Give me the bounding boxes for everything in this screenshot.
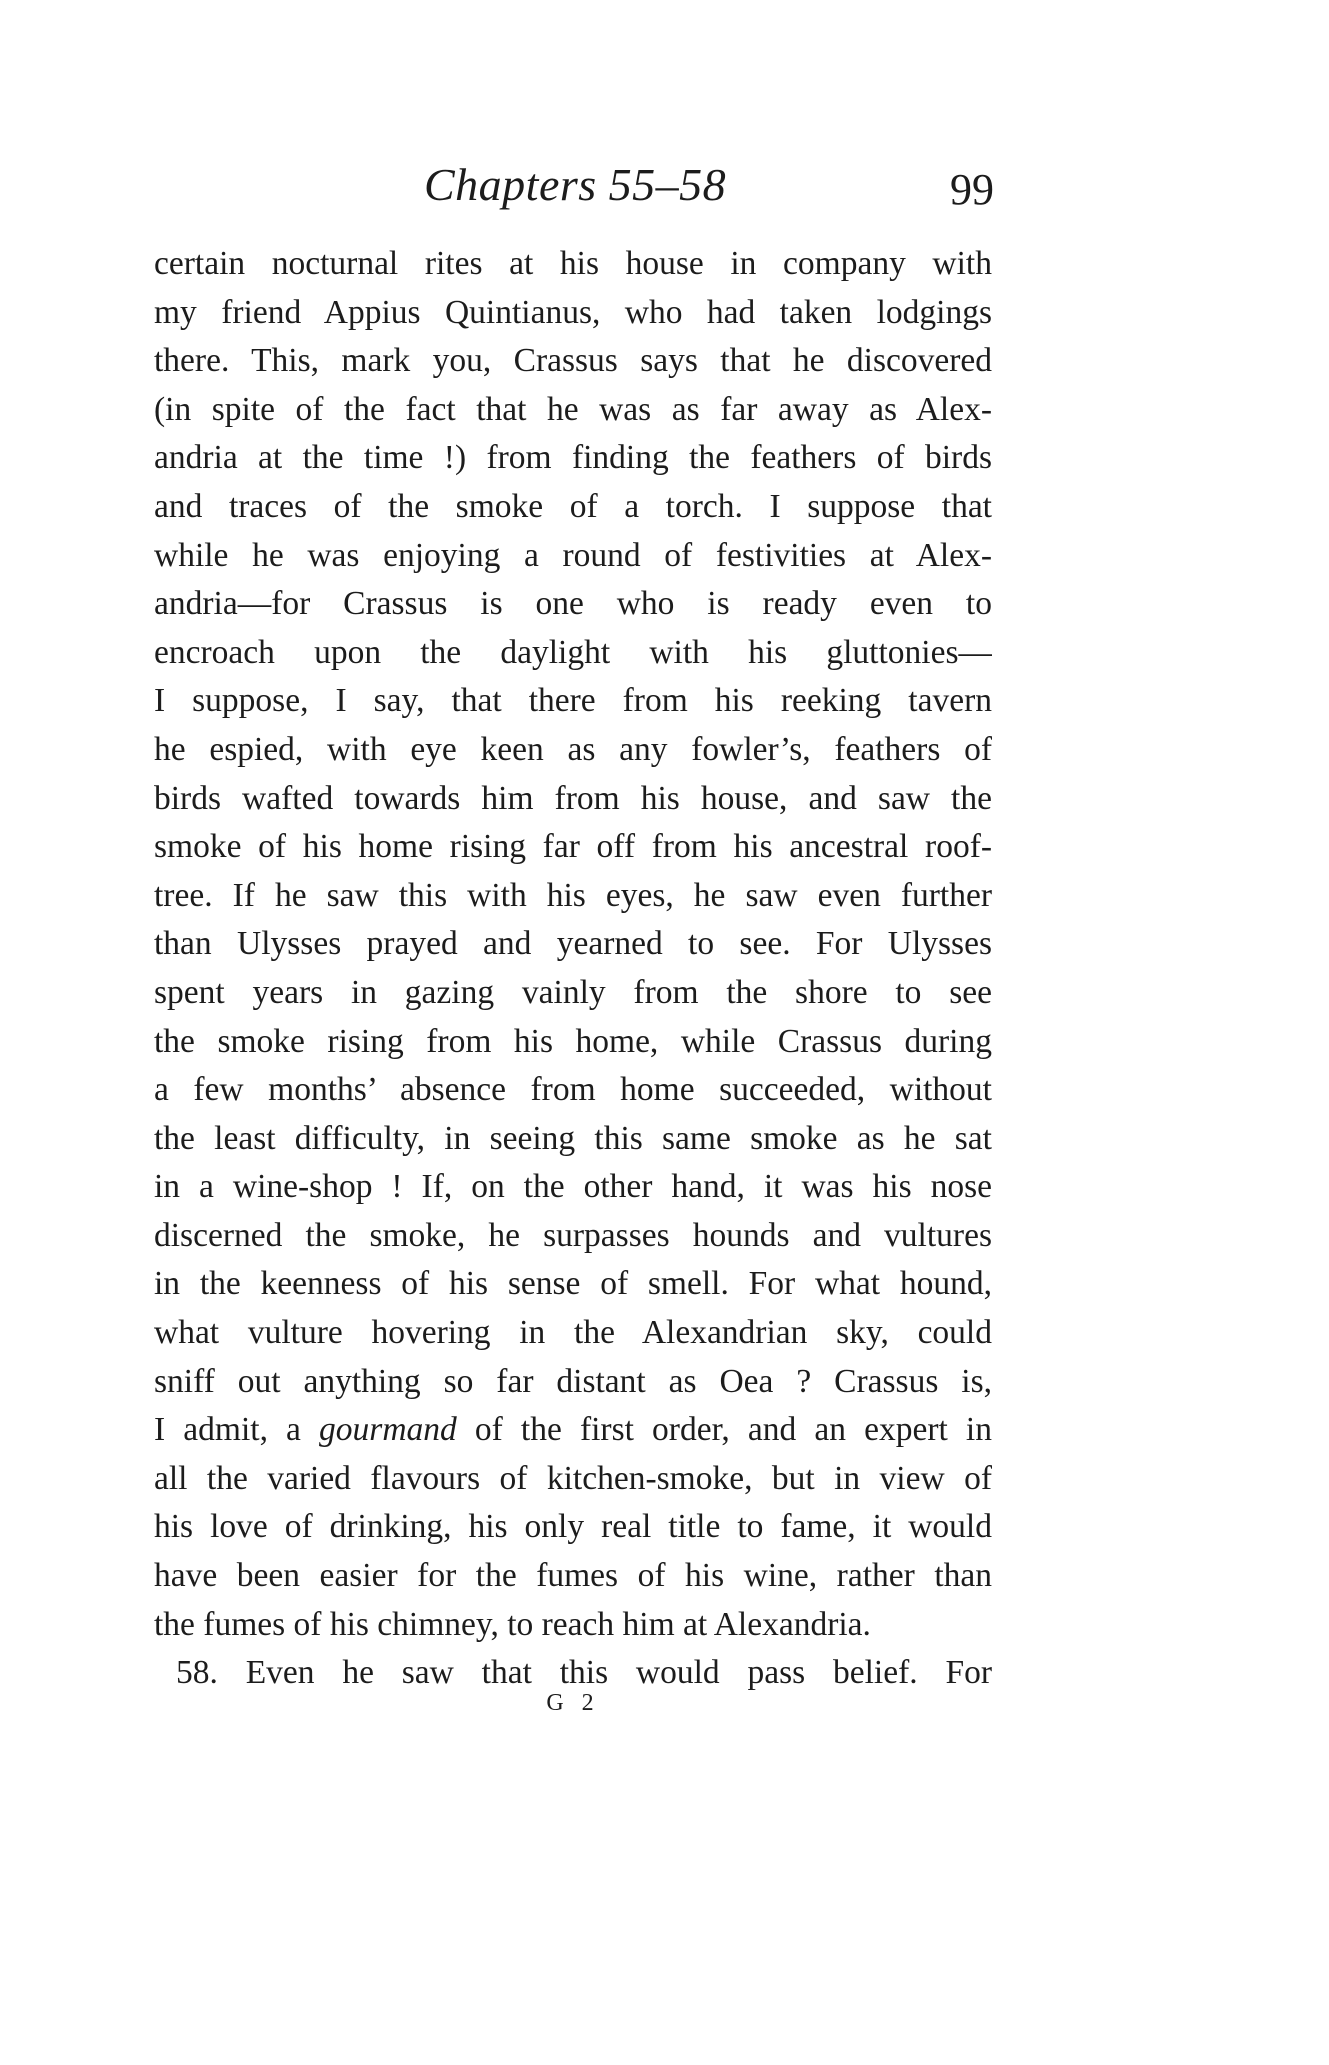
running-title: Chapters 55–58 (424, 159, 727, 210)
text-line: (in spite of the fact that he was as far away as Alex- (154, 390, 992, 428)
text-line: tree. If he saw this with his eyes, he saw even further (154, 876, 992, 914)
text-line: what vulture hovering in the Alexandrian sky, could (154, 1314, 992, 1352)
text-line: all the varied flavours of kitchen-smoke, but in view of (154, 1459, 992, 1497)
text-line-with-italic (154, 1406, 992, 1455)
text-line: sniff out anything so far distant as Oea ? Crassus is, (154, 1362, 992, 1400)
text-line: the least difficulty, in seeing this same smoke as he sat (154, 1119, 992, 1157)
text-line: he espied, with eye keen as any fowler’s, feathers of (154, 730, 992, 768)
page-number: 99 (950, 165, 994, 214)
text-line: spent years in gazing vainly from the shore to see (154, 973, 992, 1011)
text-line: discerned the smoke, he surpasses hounds and vultures (154, 1216, 992, 1254)
text-line: and traces of the smoke of a torch. I suppose that (154, 487, 992, 525)
text-line: the smoke rising from his home, while Crassus during (154, 1022, 992, 1060)
text-run: of the first order, and an expert in (456, 1411, 992, 1449)
running-head (154, 150, 994, 220)
text-line: in a wine-shop ! If, on the other hand, it was his nose (154, 1168, 992, 1206)
chapter-58-start-line: 58. Even he saw that this would pass belief. For (176, 1654, 992, 1692)
italic-word: gourmand (319, 1411, 457, 1449)
text-line: in the keenness of his sense of smell. For what hound, (154, 1265, 992, 1303)
text-line: than Ulysses prayed and yearned to see. For Ulysses (154, 925, 992, 963)
text-run: I admit, a (154, 1411, 320, 1449)
text-line: there. This, mark you, Crassus says that he discovered (154, 342, 992, 380)
body-text (154, 240, 992, 1698)
text-line: the fumes of his chimney, to reach him at Alexandria. (154, 1605, 871, 1643)
text-line: a few months’ absence from home succeeded, without (154, 1071, 992, 1109)
text-line: while he was enjoying a round of festivities at Alex- (154, 536, 992, 574)
text-line: smoke of his home rising far off from his ancestral roof- (154, 828, 992, 866)
text-line: andria at the time !) from finding the feathers of birds (154, 439, 992, 477)
signature-mark: G 2 (546, 1690, 600, 1716)
text-line: birds wafted towards him from his house, and saw the (154, 779, 992, 817)
text-line: my friend Appius Quintianus, who had taken lodgings (154, 293, 992, 331)
text-line: his love of drinking, his only real title to fame, it would (154, 1508, 992, 1546)
text-line: have been easier for the fumes of his wine, rather than (154, 1557, 992, 1595)
text-line: encroach upon the daylight with his gluttonies— (154, 633, 992, 671)
text-line: certain nocturnal rites at his house in company with (154, 245, 992, 282)
text-line: I suppose, I say, that there from his reeking tavern (154, 682, 992, 720)
text-line: andria—for Crassus is one who is ready even to (154, 585, 992, 623)
